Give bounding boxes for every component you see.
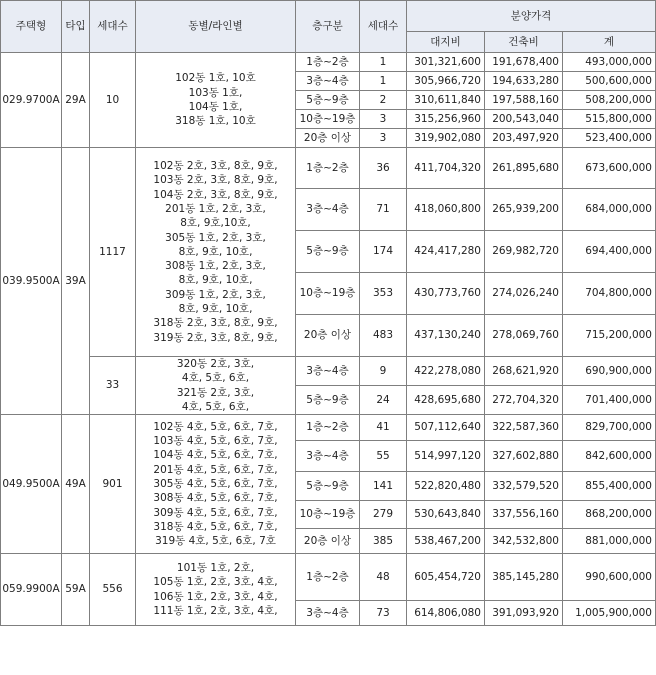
header-price: 분양가격 [407, 1, 656, 32]
floor-cell: 5층~9층 [296, 472, 360, 501]
floor-cell: 1층~2층 [296, 554, 360, 601]
building-price-cell: 261,895,680 [485, 148, 563, 189]
total-price-cell: 842,600,000 [563, 441, 656, 472]
building-price-cell: 385,145,280 [485, 554, 563, 601]
building-price-cell: 278,069,760 [485, 315, 563, 357]
dong-line-text: 102동 1호, 10호 [175, 72, 256, 85]
dong-line-cell [136, 415, 296, 554]
floor-cell: 5층~9층 [296, 91, 360, 110]
table-row [1, 415, 656, 441]
total-price-cell: 684,000,000 [563, 189, 656, 231]
floor-count-cell: 174 [360, 231, 407, 273]
house-type-cell: 059.9900A [1, 554, 62, 626]
sub-type-cell: 39A [62, 148, 90, 415]
dong-line-cell [136, 357, 296, 415]
dong-line-text: 320동 2호, 3호, [176, 358, 255, 370]
table-row [1, 53, 656, 72]
total-price-cell: 704,800,000 [563, 273, 656, 315]
floor-cell: 3층~4층 [296, 72, 360, 91]
floor-count-cell: 71 [360, 189, 407, 231]
floor-count-cell: 48 [360, 554, 407, 601]
dong-line-text: 319동 2호, 3호, 8호, 9호, [153, 331, 278, 344]
total-price-cell: 990,600,000 [563, 554, 656, 601]
dong-line-text: 308동 4호, 5호, 6호, 7호, [153, 492, 278, 505]
header-households: 세대수 [90, 1, 136, 53]
building-price-cell: 332,579,520 [485, 472, 563, 501]
floor-count-cell: 1 [360, 53, 407, 72]
sub-type-cell: 29A [62, 53, 90, 148]
building-price-cell: 274,026,240 [485, 273, 563, 315]
table-row [1, 148, 656, 189]
house-type-cell: 049.9500A [1, 415, 62, 554]
building-price-cell: 322,587,360 [485, 415, 563, 441]
dong-line-text: 4호, 5호, 6호, [181, 400, 250, 413]
house-type-cell: 039.9500A [1, 148, 62, 415]
total-price-cell: 500,600,000 [563, 72, 656, 91]
dong-line-text: 104동 2호, 3호, 8호, 9호, [153, 188, 278, 201]
land-price-cell: 614,806,080 [407, 601, 485, 626]
floor-cell: 1층~2층 [296, 415, 360, 441]
floor-cell: 20층 이상 [296, 529, 360, 554]
floor-cell: 5층~9층 [296, 386, 360, 415]
floor-cell: 3층~4층 [296, 357, 360, 386]
floor-count-cell: 3 [360, 110, 407, 129]
building-price-cell: 327,602,880 [485, 441, 563, 472]
households-cell: 10 [90, 53, 136, 148]
header-dong-line: 동별/라인별 [136, 1, 296, 53]
total-price-cell: 493,000,000 [563, 53, 656, 72]
dong-line-text: 106동 1호, 2호, 3호, 4호, [153, 590, 278, 603]
building-price-cell: 265,939,200 [485, 189, 563, 231]
building-price-cell: 197,588,160 [485, 91, 563, 110]
header-land: 대지비 [407, 32, 485, 53]
dong-line-text: 105동 1호, 2호, 3호, 4호, [153, 576, 278, 589]
building-price-cell: 342,532,800 [485, 529, 563, 554]
floor-count-cell: 36 [360, 148, 407, 189]
dong-line-text: 8호, 9호, 10호, [178, 245, 253, 258]
building-price-cell: 191,678,400 [485, 53, 563, 72]
table-row [1, 357, 656, 386]
floor-count-cell: 279 [360, 501, 407, 529]
total-price-cell: 515,800,000 [563, 110, 656, 129]
floor-cell: 3층~4층 [296, 441, 360, 472]
floor-count-cell: 3 [360, 129, 407, 148]
dong-line-text: 8호, 9호, 10호, [178, 274, 253, 287]
dong-line-text: 102동 4호, 5호, 6호, 7호, [153, 420, 278, 433]
building-price-cell: 269,982,720 [485, 231, 563, 273]
land-price-cell: 305,966,720 [407, 72, 485, 91]
house-type-cell: 029.9700A [1, 53, 62, 148]
building-price-cell: 268,621,920 [485, 357, 563, 386]
dong-line-text: 111동 1호, 2호, 3호, 4호, [153, 604, 278, 617]
dong-line-text: 103동 1호, [188, 86, 243, 99]
dong-line-text: 308동 1호, 2호, 3호, [165, 260, 266, 273]
floor-count-cell: 55 [360, 441, 407, 472]
land-price-cell: 301,321,600 [407, 53, 485, 72]
total-price-cell: 508,200,000 [563, 91, 656, 110]
total-price-cell: 829,700,000 [563, 415, 656, 441]
dong-line-text: 309동 4호, 5호, 6호, 7호, [153, 506, 278, 519]
floor-cell: 1층~2층 [296, 53, 360, 72]
header-subtype: 타입 [62, 1, 90, 53]
header-type: 주택형 [1, 1, 62, 53]
floor-count-cell: 385 [360, 529, 407, 554]
total-price-cell: 868,200,000 [563, 501, 656, 529]
building-price-cell: 272,704,320 [485, 386, 563, 415]
land-price-cell: 605,454,720 [407, 554, 485, 601]
land-price-cell: 430,773,760 [407, 273, 485, 315]
total-price-cell: 690,900,000 [563, 357, 656, 386]
floor-count-cell: 41 [360, 415, 407, 441]
floor-count-cell: 141 [360, 472, 407, 501]
land-price-cell: 538,467,200 [407, 529, 485, 554]
floor-count-cell: 353 [360, 273, 407, 315]
dong-line-text: 104동 1호, [188, 101, 243, 113]
floor-cell: 10층~19층 [296, 273, 360, 315]
floor-count-cell: 73 [360, 601, 407, 626]
dong-line-text: 309동 1호, 2호, 3호, [165, 288, 266, 301]
building-price-cell: 337,556,160 [485, 501, 563, 529]
building-price-cell: 200,543,040 [485, 110, 563, 129]
building-price-cell: 194,633,280 [485, 72, 563, 91]
total-price-cell: 855,400,000 [563, 472, 656, 501]
floor-count-cell: 483 [360, 315, 407, 357]
total-price-cell: 715,200,000 [563, 315, 656, 357]
floor-cell: 10층~19층 [296, 501, 360, 529]
land-price-cell: 522,820,480 [407, 472, 485, 501]
total-price-cell: 694,400,000 [563, 231, 656, 273]
households-cell: 33 [90, 357, 136, 415]
dong-line-text: 305동 1호, 2호, 3호, [165, 231, 266, 244]
land-price-cell: 437,130,240 [407, 315, 485, 357]
building-price-cell: 391,093,920 [485, 601, 563, 626]
total-price-cell: 881,000,000 [563, 529, 656, 554]
land-price-cell: 422,278,080 [407, 357, 485, 386]
table-body [1, 53, 656, 626]
dong-line-text: 318동 4호, 5호, 6호, 7호, [153, 520, 278, 533]
header-floor-households: 세대수 [360, 1, 407, 53]
dong-line-text: 102동 2호, 3호, 8호, 9호, [153, 160, 278, 173]
dong-line-text: 104동 4호, 5호, 6호, 7호, [153, 449, 278, 462]
table-row [1, 554, 656, 601]
floor-cell: 3층~4층 [296, 189, 360, 231]
dong-line-text: 305동 4호, 5호, 6호, 7호, [153, 478, 278, 491]
floor-cell: 3층~4층 [296, 601, 360, 626]
dong-line-text: 103동 4호, 5호, 6호, 7호, [153, 435, 278, 448]
dong-line-text: 318동 2호, 3호, 8호, 9호, [153, 317, 278, 330]
dong-line-text: 103동 2호, 3호, 8호, 9호, [153, 174, 278, 187]
floor-count-cell: 1 [360, 72, 407, 91]
land-price-cell: 424,417,280 [407, 231, 485, 273]
header-building: 건축비 [485, 32, 563, 53]
land-price-cell: 315,256,960 [407, 110, 485, 129]
dong-line-cell [136, 53, 296, 148]
dong-line-text: 4호, 5호, 6호, [181, 372, 250, 385]
sub-type-cell: 49A [62, 415, 90, 554]
land-price-cell: 418,060,800 [407, 189, 485, 231]
total-price-cell: 523,400,000 [563, 129, 656, 148]
dong-line-cell [136, 148, 296, 357]
dong-line-text: 321동 2호, 3호, [176, 386, 255, 399]
dong-line-text: 201동 4호, 5호, 6호, 7호, [153, 463, 278, 476]
total-price-cell: 673,600,000 [563, 148, 656, 189]
floor-count-cell: 24 [360, 386, 407, 415]
land-price-cell: 411,704,320 [407, 148, 485, 189]
dong-line-text: 201동 1호, 2호, 3호, [165, 202, 266, 215]
households-cell: 556 [90, 554, 136, 626]
land-price-cell: 530,643,840 [407, 501, 485, 529]
header-floor: 층구분 [296, 1, 360, 53]
floor-cell: 5층~9층 [296, 231, 360, 273]
dong-line-text: 318동 1호, 10호 [175, 115, 256, 128]
dong-line-text: 8호, 9호, 10호, [178, 303, 253, 316]
floor-cell: 10층~19층 [296, 110, 360, 129]
households-cell: 901 [90, 415, 136, 554]
land-price-cell: 428,695,680 [407, 386, 485, 415]
households-cell: 1117 [90, 148, 136, 357]
header-total: 계 [563, 32, 656, 53]
dong-line-text: 319동 4호, 5호, 6호, 7호 [155, 535, 276, 548]
sub-type-cell: 59A [62, 554, 90, 626]
total-price-cell: 1,005,900,000 [563, 601, 656, 626]
floor-count-cell: 9 [360, 357, 407, 386]
total-price-cell: 701,400,000 [563, 386, 656, 415]
floor-cell: 1층~2층 [296, 148, 360, 189]
dong-line-cell [136, 554, 296, 626]
floor-cell: 20층 이상 [296, 129, 360, 148]
land-price-cell: 310,611,840 [407, 91, 485, 110]
land-price-cell: 514,997,120 [407, 441, 485, 472]
building-price-cell: 203,497,920 [485, 129, 563, 148]
land-price-cell: 507,112,640 [407, 415, 485, 441]
land-price-cell: 319,902,080 [407, 129, 485, 148]
floor-count-cell: 2 [360, 91, 407, 110]
dong-line-text: 101동 1호, 2호, [176, 562, 255, 575]
dong-line-text: 8호, 9호,10호, [180, 217, 251, 230]
floor-cell: 20층 이상 [296, 315, 360, 357]
